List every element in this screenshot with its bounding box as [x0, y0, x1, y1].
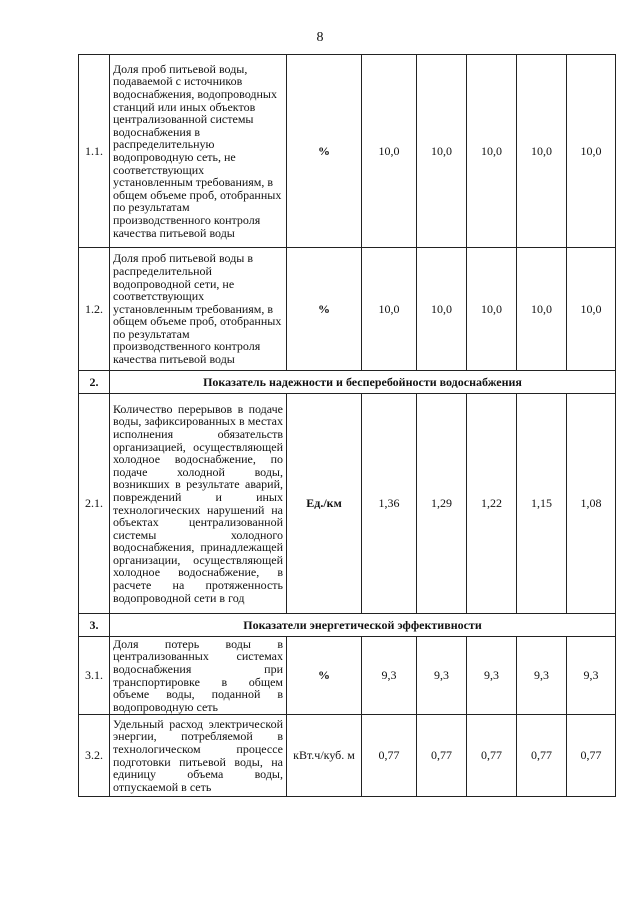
table-row — [79, 715, 616, 797]
section-title: Показатели энергетической эффективности — [110, 614, 616, 637]
value-cell: 0,77 — [362, 715, 417, 797]
unit-cell: кВт.ч/куб. м — [287, 715, 362, 797]
value-cell: 10,0 — [417, 248, 467, 371]
row-number: 3.2. — [79, 715, 110, 797]
value-cell: 10,0 — [362, 248, 417, 371]
indicator-description: Удельный расход электрической энергии, потребляемой в технологическом процессе подготовки питьевой воды, на единицу объема воды, отпускаемой в сеть — [110, 715, 287, 797]
indicator-description: Доля проб питьевой воды в распределительной водопроводной сети, не соответствующих установленным требованиям, в общем объеме проб, отобранных по результатам производственного контроля качества питьевой воды — [110, 248, 287, 371]
indicators-table — [78, 54, 616, 797]
section-title: Показатель надежности и бесперебойности водоснабжения — [110, 371, 616, 394]
value-cell: 10,0 — [517, 248, 567, 371]
section-number: 2. — [79, 371, 110, 394]
table-row — [79, 55, 616, 248]
row-number: 2.1. — [79, 394, 110, 614]
value-cell: 10,0 — [417, 55, 467, 248]
value-cell: 1,22 — [467, 394, 517, 614]
row-number: 1.1. — [79, 55, 110, 248]
section-number: 3. — [79, 614, 110, 637]
value-cell: 0,77 — [417, 715, 467, 797]
table-row — [79, 394, 616, 614]
table-row — [79, 637, 616, 715]
section-header-row — [79, 614, 616, 637]
value-cell: 10,0 — [517, 55, 567, 248]
page-number: 8 — [316, 30, 324, 45]
value-cell: 10,0 — [362, 55, 417, 248]
value-cell: 10,0 — [567, 248, 616, 371]
value-cell: 9,3 — [417, 637, 467, 715]
row-number: 1.2. — [79, 248, 110, 371]
indicator-description: Доля проб питьевой воды, подаваемой с источников водоснабжения, водопроводных станций или иных объектов централизованной системы водоснабжения в распределительную водопроводную сеть, не соответствующих установленным требованиям, в общем объеме проб, отобранных по результатам производственного контроля качества питьевой воды — [110, 55, 287, 248]
indicator-description: Доля потерь воды в централизованных системах водоснабжения при транспортировке в общем объеме воды, поданной в водопроводную сеть — [110, 637, 287, 715]
unit-cell: % — [287, 55, 362, 248]
unit-cell: Ед./км — [287, 394, 362, 614]
indicator-description: Количество перерывов в подаче воды, зафиксированных в местах исполнения обязательств организацией, осуществляющей холодное водоснабжение, по подаче холодной воды, возникших в результате аварий, повреждений и иных технологических нарушений на объектах централизованной системы холодного водоснабжения, принадлежащей организации, осуществляющей холодное водоснабжение, в расчете на протяженность водопроводной сети в год — [110, 394, 287, 614]
unit-cell: % — [287, 248, 362, 371]
unit-cell: % — [287, 637, 362, 715]
value-cell: 10,0 — [567, 55, 616, 248]
value-cell: 9,3 — [467, 637, 517, 715]
value-cell: 9,3 — [517, 637, 567, 715]
value-cell: 1,29 — [417, 394, 467, 614]
value-cell: 0,77 — [467, 715, 517, 797]
section-header-row — [79, 371, 616, 394]
value-cell: 1,15 — [517, 394, 567, 614]
table-row — [79, 248, 616, 371]
value-cell: 0,77 — [517, 715, 567, 797]
value-cell: 1,36 — [362, 394, 417, 614]
value-cell: 9,3 — [567, 637, 616, 715]
value-cell: 10,0 — [467, 55, 517, 248]
value-cell: 10,0 — [467, 248, 517, 371]
value-cell: 9,3 — [362, 637, 417, 715]
row-number: 3.1. — [79, 637, 110, 715]
value-cell: 1,08 — [567, 394, 616, 614]
value-cell: 0,77 — [567, 715, 616, 797]
